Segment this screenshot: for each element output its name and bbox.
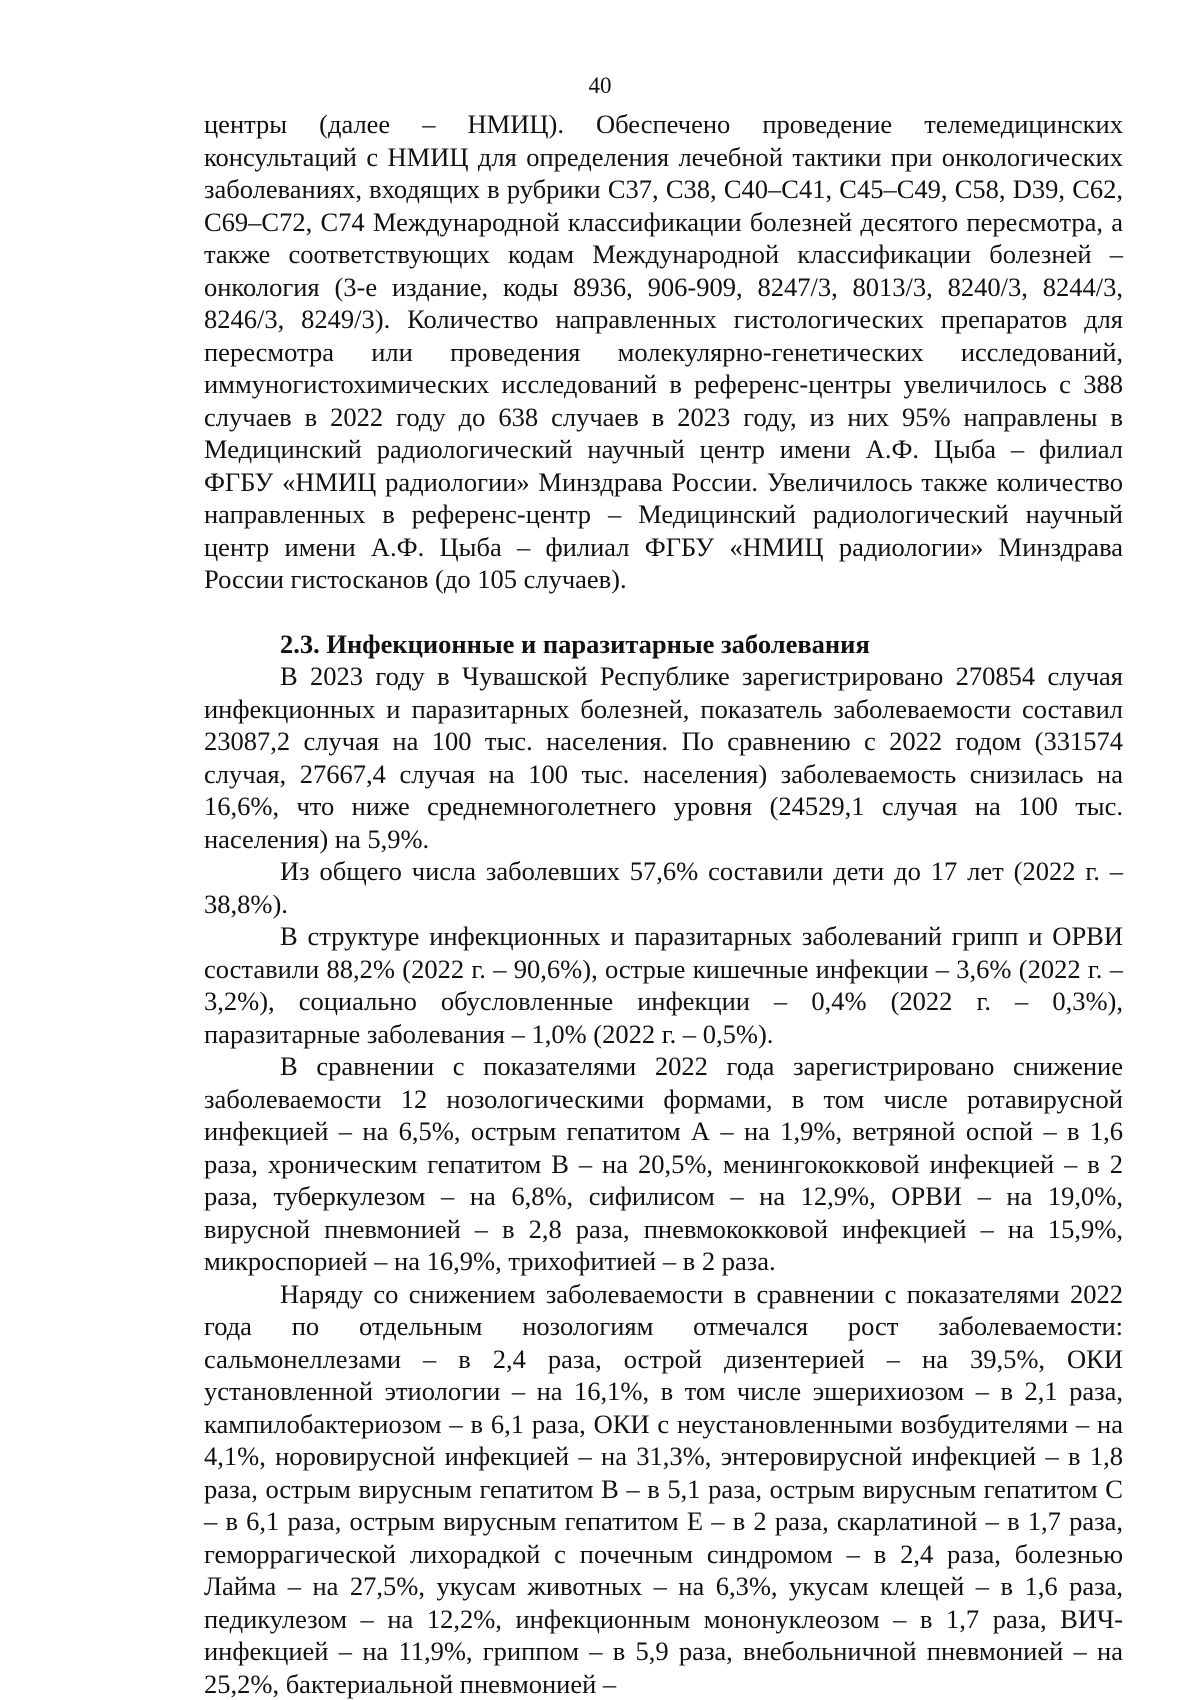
section-paragraph-incidence: В 2023 году в Чувашской Республике зарегистрировано 270854 случая инфекционных и паразитарных болезней, показатель заболеваемости составил 23087,2 случая на 100 тыс. населения. По сравнению с 2022 годом (331574 случая, 27667,4 случая на 100 тыс. населения) заболеваемость снизилась на 16,6%, что ниже среднемноголетнего уровня (24529,1 случая на 100 тыс. населения) на 5,9%.: [204, 660, 1123, 855]
section-paragraph-decrease: В сравнении с показателями 2022 года зарегистрировано снижение заболеваемости 12 нозологическими формами, в том числе ротавирусной инфекцией – на 6,5%, острым гепатитом А – на 1,9%, ветряной оспой – в 1,6 раза, хроническим гепатитом В – на 20,5%, менингококковой инфекцией – в 2 раза, туберкулезом – на 6,8%, сифилисом – на 12,9%, ОРВИ – на 19,0%, вирусной пневмонией – в 2,8 раза, пневмококковой инфекцией – на 15,9%, микроспорией – на 16,9%, трихофитией – в 2 раза.: [204, 1050, 1123, 1278]
section-paragraph-children: Из общего числа заболевших 57,6% составили дети до 17 лет (2022 г. – 38,8%).: [204, 855, 1123, 920]
page-number: 40: [0, 72, 1200, 100]
page-content: [204, 108, 1123, 1700]
section-paragraph-structure: В структуре инфекционных и паразитарных заболеваний грипп и ОРВИ составили 88,2% (2022 г. – 90,6%), острые кишечные инфекции – 3,6% (2022 г. – 3,2%), социально обусловленные инфекции – 0,4% (2022 г. – 0,3%), паразитарные заболевания – 1,0% (2022 г. – 0,5%).: [204, 920, 1123, 1050]
section-paragraph-increase: Наряду со снижением заболеваемости в сравнении с показателями 2022 года по отдельным нозологиям отмечался рост заболеваемости: сальмонеллезами – в 2,4 раза, острой дизентерией – на 39,5%, ОКИ установленной этиологии – на 16,1%, в том числе эшерихиозом – в 2,1 раза, кампилобактериозом – в 6,1 раза, ОКИ с неустановленными возбудителями – на 4,1%, норовирусной инфекцией – на 31,3%, энтеровирусной инфекцией – в 1,8 раза, острым вирусным гепатитом В – в 5,1 раза, острым вирусным гепатитом С – в 6,1 раза, острым вирусным гепатитом Е – в 2 раза, скарлатиной – в 1,7 раза, геморрагической лихорадкой с почечным синдромом – в 2,4 раза, болезнью Лайма – на 27,5%, укусам животных – на 6,3%, укусам клещей – в 1,6 раза, педикулезом – на 12,2%, инфекционным мононуклеозом – в 1,7 раза, ВИЧ-инфекцией – на 11,9%, гриппом – в 5,9 раза, внебольничной пневмонией – на 25,2%, бактериальной пневмонией –: [204, 1278, 1123, 1700]
intro-paragraph: центры (далее – НМИЦ). Обеспечено проведение телемедицинских консультаций с НМИЦ для определения лечебной тактики при онкологических заболеваниях, входящих в рубрики С37, С38, С40–С41, С45–С49, С58, D39, С62, С69–С72, С74 Международной классификации болезней десятого пересмотра, а также соответствующих кодам Международной классификации болезней – онкология (3-е издание, коды 8936, 906-909, 8247/3, 8013/3, 8240/3, 8244/3, 8246/3, 8249/3). Количество направленных гистологических препаратов для пересмотра или проведения молекулярно-генетических исследований, иммуногистохимических исследований в референс-центры увеличилось с 388 случаев в 2022 году до 638 случаев в 2023 году, из них 95% направлены в Медицинский радиологический научный центр имени А.Ф. Цыба – филиал ФГБУ «НМИЦ радиологии» Минздрава России. Увеличилось также количество направленных в референс-центр – Медицинский радиологический научный центр имени А.Ф. Цыба – филиал ФГБУ «НМИЦ радиологии» Минздрава России гистосканов (до 105 случаев).: [204, 108, 1123, 596]
section-heading: 2.3. Инфекционные и паразитарные заболевания: [204, 628, 1123, 661]
